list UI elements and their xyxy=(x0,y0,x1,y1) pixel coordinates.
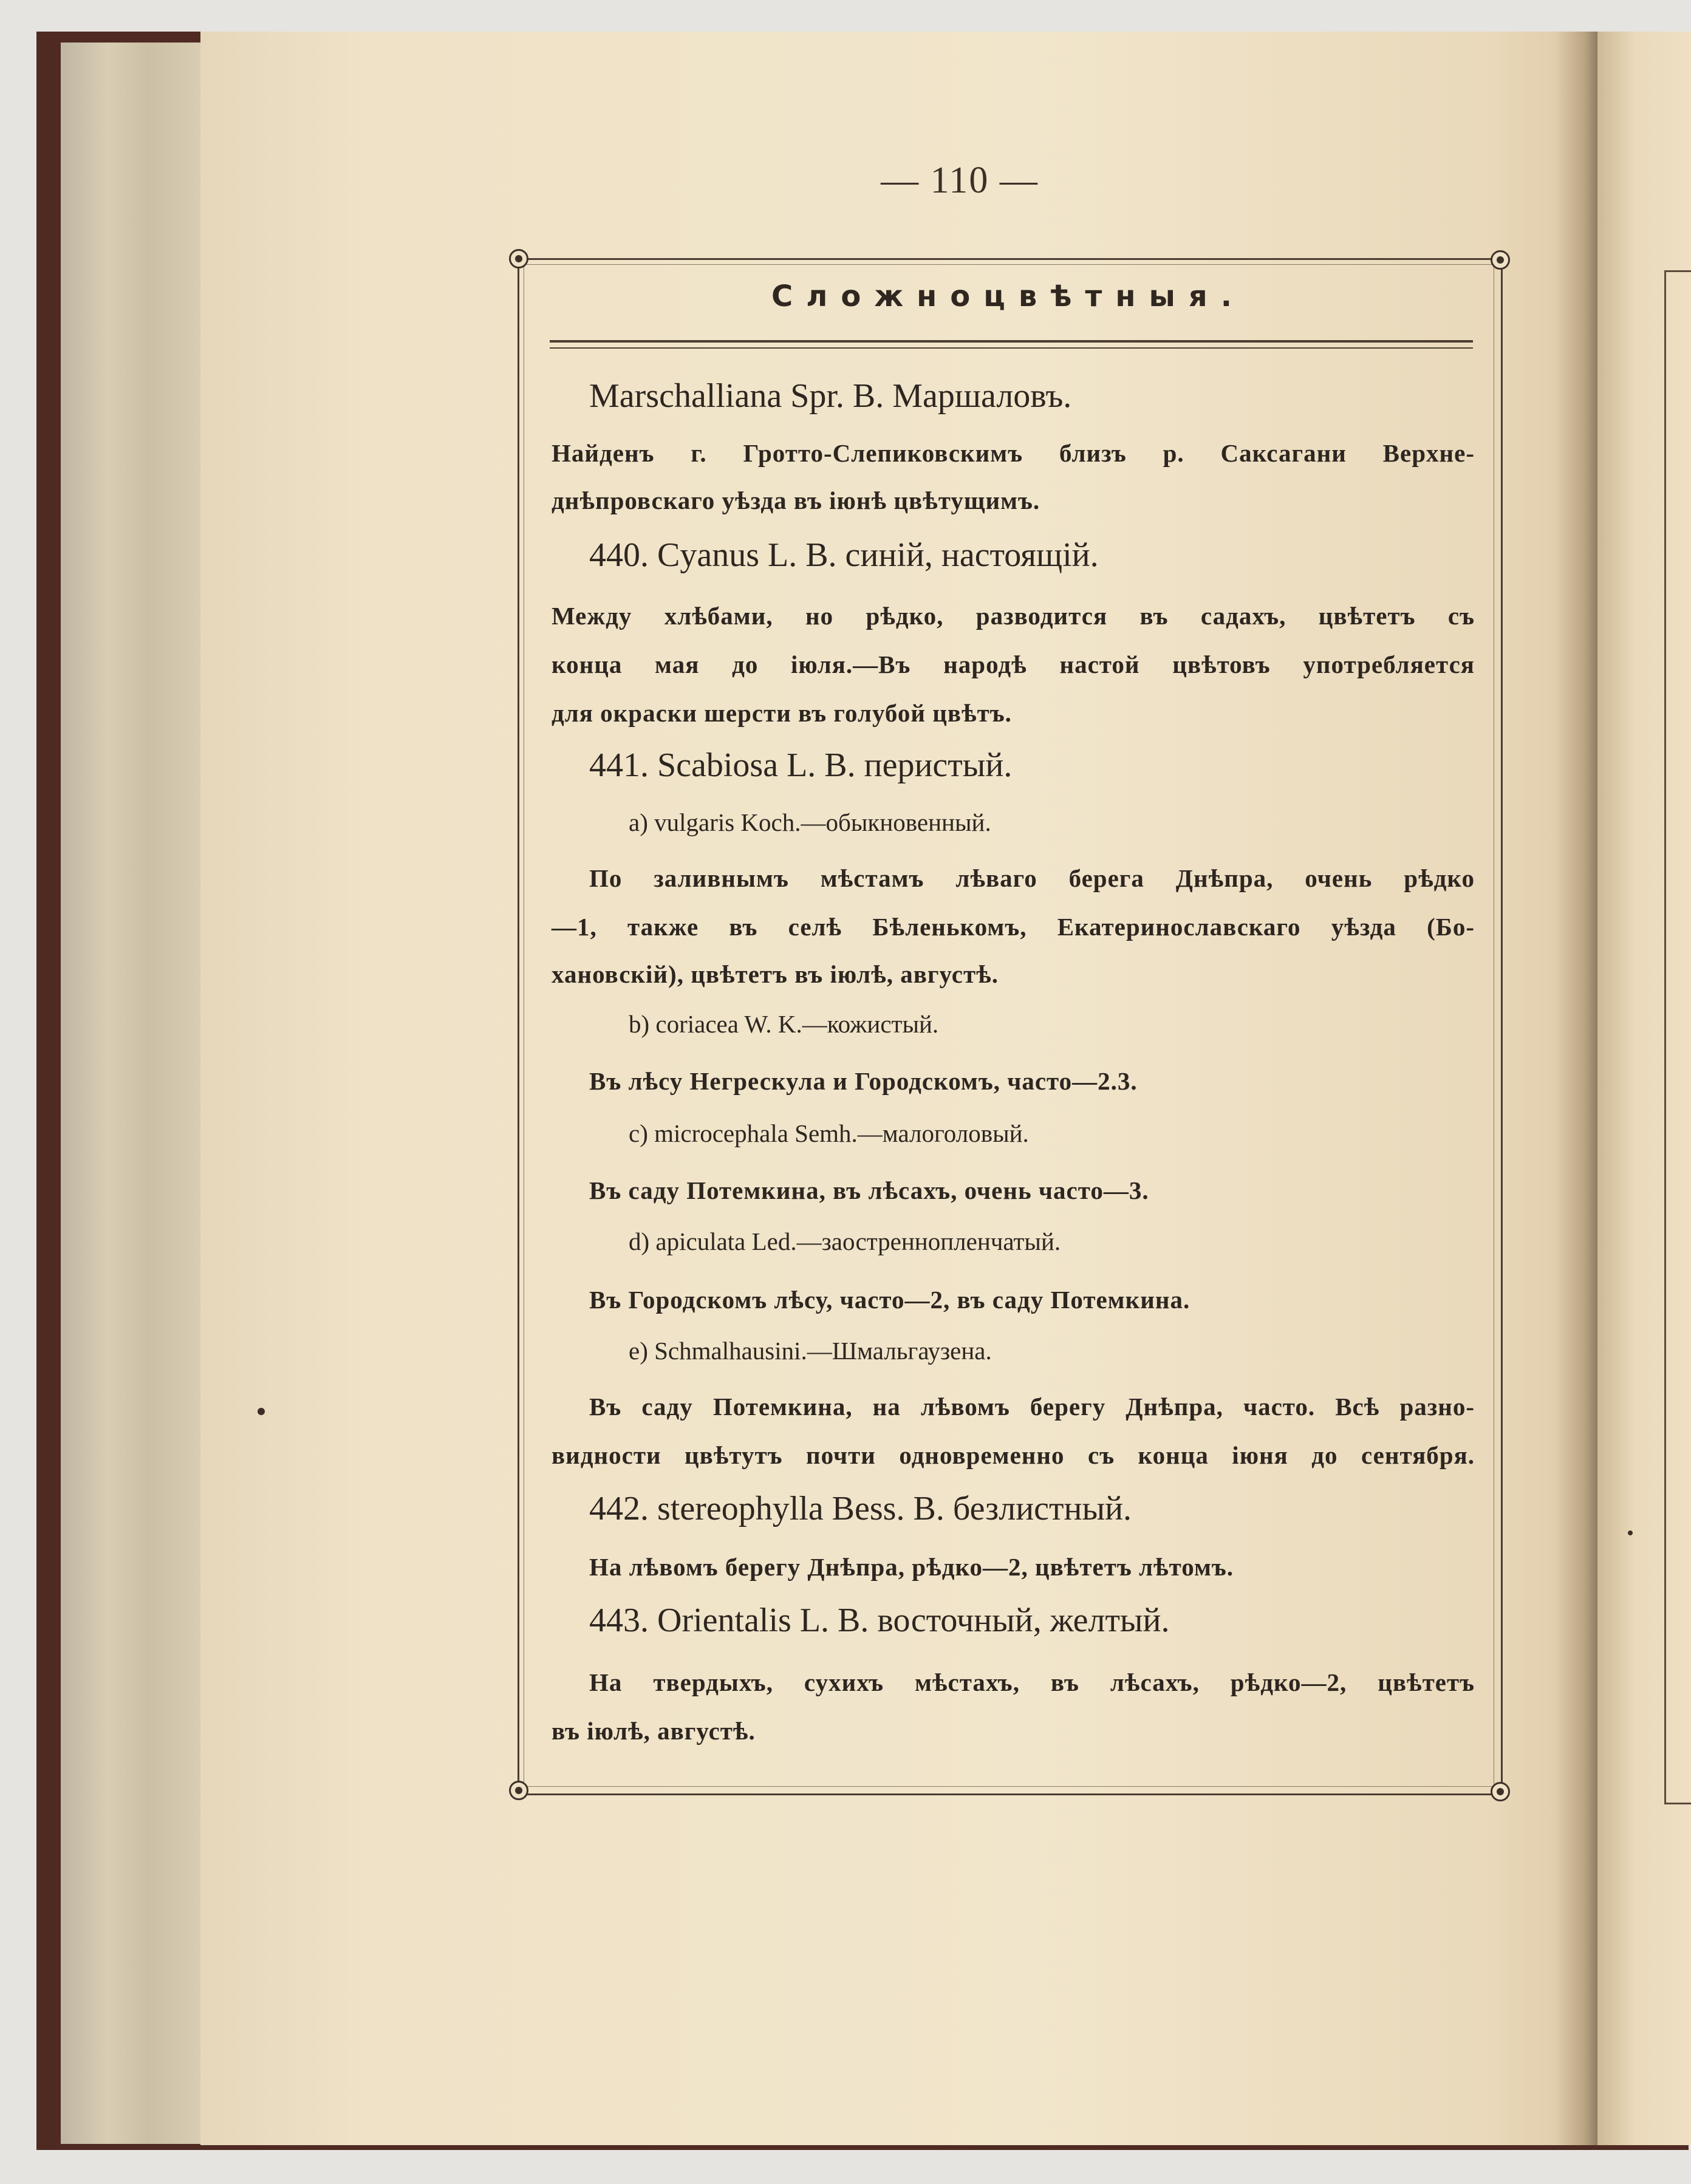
ink-speck xyxy=(258,1408,265,1415)
species-heading: 441. Scabiosa L. В. перистый. xyxy=(589,746,1013,784)
body-line: По заливнымъ мѣстамъ лѣваго берега Днѣпра, очень рѣдко xyxy=(589,864,1475,892)
body-line: Въ саду Потемкина, на лѣвомъ берегу Днѣпра, часто. Всѣ разно- xyxy=(589,1393,1475,1421)
body-line: Найденъ г. Гротто-Слепиковскимъ близъ р. Саксагани Верхне- xyxy=(552,439,1475,467)
frame-corner-ornament xyxy=(509,1781,528,1800)
body-line: Въ саду Потемкина, въ лѣсахъ, очень часто—3. xyxy=(589,1176,1149,1204)
body-line: хановскій), цвѣтетъ въ іюлѣ, августѣ. xyxy=(552,960,999,988)
species-heading: 443. Orientalis L. В. восточный, желтый. xyxy=(589,1602,1170,1639)
variety-subheading: e) Schmalhausini.—Шмальгаузена. xyxy=(629,1337,992,1365)
species-heading: 442. stereophylla Bess. В. безлистный. xyxy=(589,1490,1132,1527)
frame-corner-ornament xyxy=(1491,250,1510,270)
body-line: конца мая до іюля.—Въ народѣ настой цвѣтовъ употребляется xyxy=(552,650,1475,678)
frame-corner-ornament xyxy=(509,249,528,268)
body-line: На лѣвомъ берегу Днѣпра, рѣдко—2, цвѣтетъ лѣтомъ. xyxy=(589,1553,1234,1581)
variety-subheading: d) apiculata Led.—заостреннопленчатый. xyxy=(629,1227,1061,1255)
body-line: Въ лѣсу Негрескула и Городскомъ, часто—2.3. xyxy=(589,1067,1138,1095)
body-line: —1, также въ селѣ Бѣленькомъ, Екатеринославскаго уѣзда (Бо- xyxy=(552,913,1475,941)
variety-heading: Marschalliana Spr. В. Маршаловъ. xyxy=(589,377,1072,415)
right-page-frame xyxy=(1664,270,1691,1804)
body-line: На твердыхъ, сухихъ мѣстахъ, въ лѣсахъ, рѣдко—2, цвѣтетъ xyxy=(589,1668,1475,1696)
page-edges xyxy=(61,43,219,2144)
body-line: для окраски шерсти въ голубой цвѣтъ. xyxy=(552,699,1012,727)
book-gutter xyxy=(1555,32,1597,2145)
body-line: Въ Городскомъ лѣсу, часто—2, въ саду Потемкина. xyxy=(589,1286,1191,1314)
title-rule-thin xyxy=(550,347,1473,349)
body-line: Между хлѣбами, но рѣдко, разводится въ садахъ, цвѣтетъ съ xyxy=(552,602,1475,630)
body-line: видности цвѣтутъ почти одновременно съ конца іюня до сентября. xyxy=(552,1441,1475,1469)
frame-corner-ornament xyxy=(1491,1782,1510,1801)
page-number: — 110 — xyxy=(881,160,1039,201)
variety-subheading: b) coriacea W. K.—кожистый. xyxy=(629,1010,939,1038)
body-line: днѣпровскаго уѣзда въ іюнѣ цвѣтущимъ. xyxy=(552,486,1040,514)
section-title: Сложноцвѣтныя. xyxy=(771,279,1245,313)
body-line: въ іюлѣ, августѣ. xyxy=(552,1717,756,1745)
ink-speck xyxy=(1628,1531,1633,1535)
title-rule-thick xyxy=(550,340,1473,343)
variety-subheading: c) microcephala Semh.—малоголовый. xyxy=(629,1119,1029,1147)
species-heading: 440. Cyanus L. В. синій, настоящій. xyxy=(589,536,1099,574)
variety-subheading: a) vulgaris Koch.—обыкновенный. xyxy=(629,808,991,836)
